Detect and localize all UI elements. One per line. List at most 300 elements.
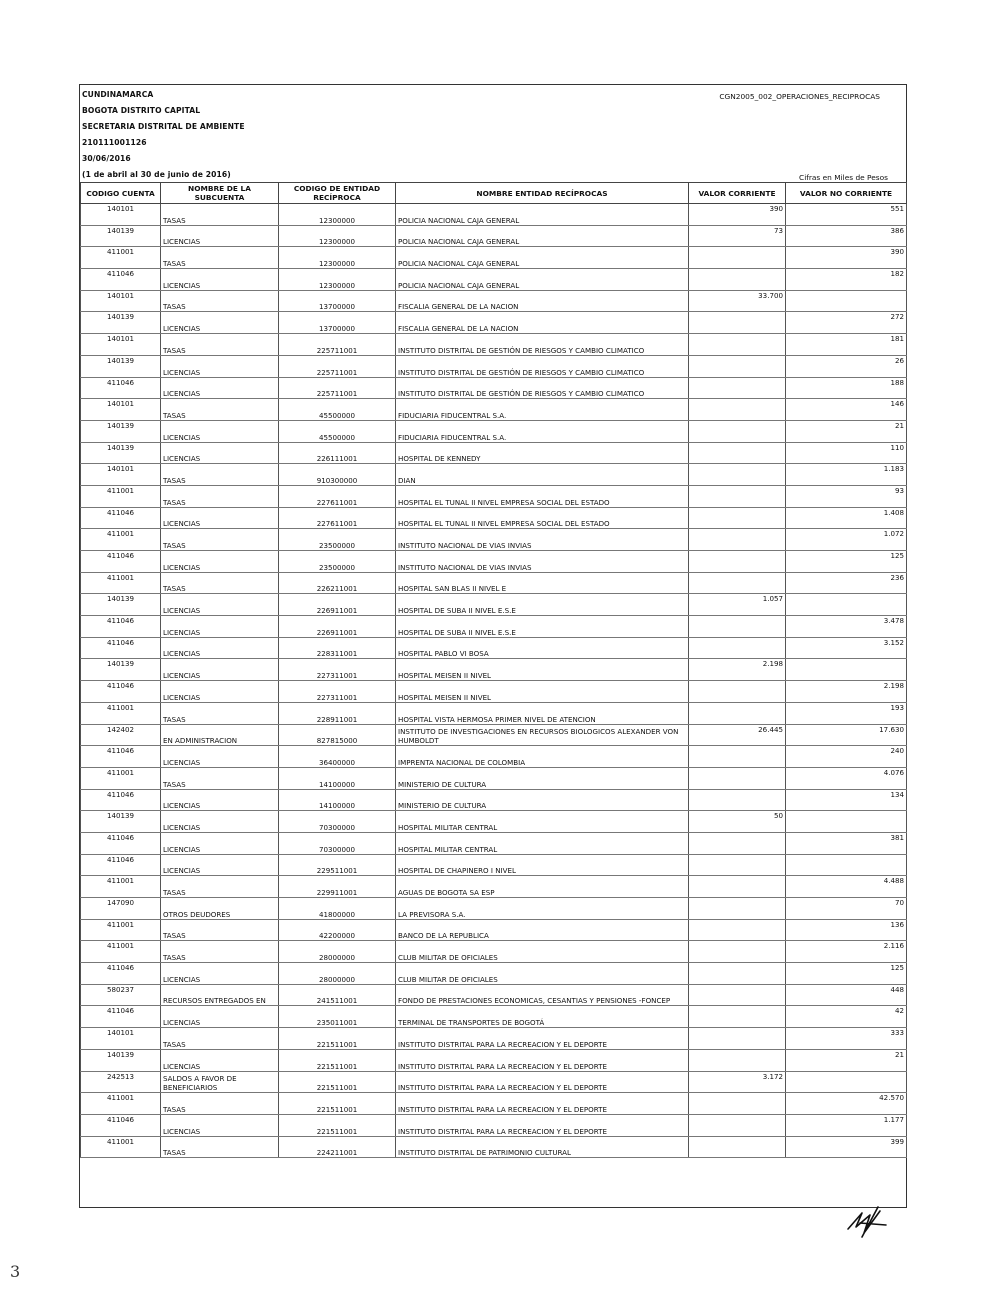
cell-nombre-subcuenta: LICENCIAS: [161, 616, 279, 638]
table-row: [81, 702, 907, 724]
cell-nombre-subcuenta: LICENCIAS: [161, 681, 279, 703]
table-row: [81, 355, 907, 377]
cell-valor-corriente: [689, 963, 786, 985]
cell-valor-no-corriente: 333: [786, 1028, 907, 1050]
cell-codigo-entidad: 228911001: [279, 702, 396, 724]
cell-valor-no-corriente: [786, 1071, 907, 1093]
cell-nombre-entidad: HOSPITAL EL TUNAL II NIVEL EMPRESA SOCIAL DEL ESTADO: [396, 485, 689, 507]
cell-nombre-entidad: HOSPITAL DE SUBA II NIVEL E.S.E: [396, 616, 689, 638]
cell-nombre-entidad: INSTITUTO DISTRITAL PARA LA RECREACION Y EL DEPORTE: [396, 1114, 689, 1136]
cell-valor-corriente: [689, 941, 786, 963]
cell-codigo-cuenta: 411046: [81, 507, 161, 529]
cell-nombre-subcuenta: LICENCIAS: [161, 789, 279, 811]
cell-nombre-subcuenta: TASAS: [161, 529, 279, 551]
cell-codigo-cuenta: 140101: [81, 464, 161, 486]
cell-valor-corriente: [689, 1136, 786, 1158]
table-row: [81, 312, 907, 334]
table-row: [81, 919, 907, 941]
table-row: [81, 1093, 907, 1115]
cell-codigo-entidad: 226111001: [279, 442, 396, 464]
cell-nombre-subcuenta: LICENCIAS: [161, 442, 279, 464]
cell-nombre-entidad: AGUAS DE BOGOTA SA ESP: [396, 876, 689, 898]
cell-codigo-cuenta: 147090: [81, 898, 161, 920]
cell-codigo-cuenta: 140139: [81, 1049, 161, 1071]
table-row: [81, 898, 907, 920]
cell-valor-no-corriente: 125: [786, 963, 907, 985]
table-row: [81, 269, 907, 291]
cell-valor-corriente: [689, 767, 786, 789]
table-row: [81, 724, 907, 746]
cell-nombre-subcuenta: TASAS: [161, 334, 279, 356]
cell-valor-no-corriente: 2.116: [786, 941, 907, 963]
header-department: CUNDINAMARCA: [82, 90, 154, 99]
cell-codigo-cuenta: 411046: [81, 1006, 161, 1028]
col-header-valor-corriente: VALOR CORRIENTE: [689, 183, 786, 204]
cell-valor-corriente: [689, 247, 786, 269]
table-row: [81, 941, 907, 963]
cell-nombre-subcuenta: TASAS: [161, 464, 279, 486]
cell-nombre-subcuenta: LICENCIAS: [161, 551, 279, 573]
cell-valor-corriente: 390: [689, 204, 786, 226]
cell-nombre-entidad: HOSPITAL MEISEN II NIVEL: [396, 681, 689, 703]
cell-codigo-entidad: 227611001: [279, 507, 396, 529]
cell-valor-no-corriente: 146: [786, 399, 907, 421]
cell-valor-corriente: [689, 746, 786, 768]
cell-nombre-subcuenta: LICENCIAS: [161, 746, 279, 768]
cell-valor-corriente: 26.445: [689, 724, 786, 746]
table-row: [81, 334, 907, 356]
cell-valor-no-corriente: 390: [786, 247, 907, 269]
table-row: [81, 1028, 907, 1050]
col-header-nombre-subcuenta: NOMBRE DE LA SUBCUENTA: [161, 183, 279, 204]
cell-valor-no-corriente: 125: [786, 551, 907, 573]
cell-codigo-entidad: 13700000: [279, 312, 396, 334]
cell-codigo-entidad: 241511001: [279, 984, 396, 1006]
cell-valor-no-corriente: 134: [786, 789, 907, 811]
col-header-codigo-entidad: CODIGO DE ENTIDAD RECÍPROCA: [279, 183, 396, 204]
cell-codigo-cuenta: 140101: [81, 334, 161, 356]
cell-valor-no-corriente: 1.072: [786, 529, 907, 551]
table-row: [81, 616, 907, 638]
cell-valor-no-corriente: 110: [786, 442, 907, 464]
table-row: [81, 290, 907, 312]
table-row: [81, 963, 907, 985]
cell-codigo-cuenta: 140139: [81, 225, 161, 247]
cell-codigo-entidad: 221511001: [279, 1093, 396, 1115]
cell-valor-no-corriente: 136: [786, 919, 907, 941]
cell-nombre-subcuenta: LICENCIAS: [161, 594, 279, 616]
col-header-codigo-cuenta: CODIGO CUENTA: [81, 183, 161, 204]
cell-nombre-entidad: INSTITUTO DISTRITAL PARA LA RECREACION Y EL DEPORTE: [396, 1093, 689, 1115]
cell-valor-no-corriente: 1.177: [786, 1114, 907, 1136]
cell-nombre-subcuenta: LICENCIAS: [161, 355, 279, 377]
cell-valor-corriente: [689, 1114, 786, 1136]
cell-codigo-cuenta: 411001: [81, 767, 161, 789]
cell-codigo-entidad: 12300000: [279, 269, 396, 291]
form-code: CGN2005_002_OPERACIONES_RECIPROCAS: [719, 92, 880, 101]
cell-codigo-cuenta: 140139: [81, 811, 161, 833]
cell-nombre-entidad: FONDO DE PRESTACIONES ECONOMICAS, CESANTIAS Y PENSIONES -FONCEP: [396, 984, 689, 1006]
cell-valor-no-corriente: 4.076: [786, 767, 907, 789]
cell-codigo-entidad: 227611001: [279, 485, 396, 507]
cell-codigo-cuenta: 411046: [81, 1114, 161, 1136]
cell-valor-corriente: [689, 377, 786, 399]
cell-nombre-subcuenta: TASAS: [161, 204, 279, 226]
cell-codigo-cuenta: 140101: [81, 399, 161, 421]
cell-nombre-entidad: HOSPITAL DE SUBA II NIVEL E.S.E: [396, 594, 689, 616]
cell-nombre-entidad: INSTITUTO DISTRITAL DE GESTIÓN DE RIESGOS Y CAMBIO CLIMATICO: [396, 334, 689, 356]
cell-nombre-entidad: DIAN: [396, 464, 689, 486]
cell-valor-corriente: [689, 832, 786, 854]
cell-valor-corriente: [689, 1093, 786, 1115]
cell-nombre-subcuenta: TASAS: [161, 1093, 279, 1115]
cell-codigo-cuenta: 411001: [81, 485, 161, 507]
cell-codigo-entidad: 45500000: [279, 399, 396, 421]
cell-codigo-entidad: 70300000: [279, 832, 396, 854]
cell-valor-no-corriente: [786, 811, 907, 833]
cell-nombre-entidad: INSTITUTO DISTRITAL DE GESTIÓN DE RIESGOS Y CAMBIO CLIMATICO: [396, 377, 689, 399]
cell-nombre-entidad: FISCALIA GENERAL DE LA NACION: [396, 312, 689, 334]
cell-valor-corriente: [689, 312, 786, 334]
cell-nombre-entidad: IMPRENTA NACIONAL DE COLOMBIA: [396, 746, 689, 768]
cell-codigo-entidad: 28000000: [279, 963, 396, 985]
cell-codigo-entidad: 36400000: [279, 746, 396, 768]
cell-codigo-cuenta: 411046: [81, 551, 161, 573]
table-row: [81, 1114, 907, 1136]
cell-nombre-subcuenta: TASAS: [161, 399, 279, 421]
cell-codigo-cuenta: 411001: [81, 876, 161, 898]
table-row: [81, 767, 907, 789]
cell-codigo-cuenta: 140101: [81, 290, 161, 312]
cell-nombre-entidad: BANCO DE LA REPUBLICA: [396, 919, 689, 941]
cell-nombre-subcuenta: LICENCIAS: [161, 420, 279, 442]
cell-nombre-subcuenta: LICENCIAS: [161, 507, 279, 529]
cell-valor-corriente: 1.057: [689, 594, 786, 616]
table-row: [81, 746, 907, 768]
cell-valor-corriente: [689, 1028, 786, 1050]
cell-valor-no-corriente: 448: [786, 984, 907, 1006]
cell-valor-no-corriente: 21: [786, 420, 907, 442]
table-row: [81, 442, 907, 464]
cell-codigo-entidad: 42200000: [279, 919, 396, 941]
cell-codigo-entidad: 910300000: [279, 464, 396, 486]
cell-codigo-entidad: 28000000: [279, 941, 396, 963]
cell-codigo-entidad: 229911001: [279, 876, 396, 898]
cell-valor-no-corriente: 1.408: [786, 507, 907, 529]
reciprocal-operations-table: [80, 182, 907, 1158]
table-row: [81, 637, 907, 659]
table-header-row: [81, 183, 907, 204]
cell-codigo-cuenta: 411001: [81, 247, 161, 269]
table-row: [81, 876, 907, 898]
cell-valor-corriente: [689, 702, 786, 724]
header-municipality: BOGOTA DISTRITO CAPITAL: [82, 106, 201, 115]
report-sheet: [79, 84, 907, 1208]
cell-codigo-cuenta: 411001: [81, 919, 161, 941]
cell-valor-corriente: [689, 789, 786, 811]
cell-codigo-cuenta: 242513: [81, 1071, 161, 1093]
cell-codigo-entidad: 12300000: [279, 247, 396, 269]
table-row: [81, 854, 907, 876]
cell-codigo-entidad: 226211001: [279, 572, 396, 594]
cell-valor-no-corriente: 272: [786, 312, 907, 334]
cell-nombre-subcuenta: LICENCIAS: [161, 269, 279, 291]
cell-valor-corriente: [689, 616, 786, 638]
cell-nombre-subcuenta: TASAS: [161, 767, 279, 789]
table-row: [81, 984, 907, 1006]
signature-mark: [840, 1203, 900, 1243]
cell-valor-corriente: [689, 464, 786, 486]
cell-nombre-entidad: FIDUCIARIA FIDUCENTRAL S.A.: [396, 399, 689, 421]
cell-codigo-cuenta: 411046: [81, 963, 161, 985]
cell-nombre-subcuenta: OTROS DEUDORES: [161, 898, 279, 920]
cell-valor-no-corriente: 17.630: [786, 724, 907, 746]
cell-codigo-entidad: 12300000: [279, 225, 396, 247]
cell-nombre-entidad: INSTITUTO NACIONAL DE VIAS INVIAS: [396, 551, 689, 573]
cell-nombre-entidad: LA PREVISORA S.A.: [396, 898, 689, 920]
cell-valor-no-corriente: [786, 594, 907, 616]
cell-valor-corriente: [689, 442, 786, 464]
cell-valor-no-corriente: 182: [786, 269, 907, 291]
cell-valor-no-corriente: 21: [786, 1049, 907, 1071]
header-report-date: 30/06/2016: [82, 154, 131, 163]
cell-codigo-entidad: 228311001: [279, 637, 396, 659]
cell-nombre-subcuenta: TASAS: [161, 876, 279, 898]
cell-valor-no-corriente: 1.183: [786, 464, 907, 486]
cell-nombre-subcuenta: LICENCIAS: [161, 312, 279, 334]
cell-valor-corriente: 2.198: [689, 659, 786, 681]
cell-codigo-cuenta: 140139: [81, 594, 161, 616]
cell-valor-corriente: [689, 854, 786, 876]
cell-nombre-entidad: CLUB MILITAR DE OFICIALES: [396, 941, 689, 963]
table-row: [81, 594, 907, 616]
cell-codigo-cuenta: 411046: [81, 746, 161, 768]
table-row: [81, 1006, 907, 1028]
cell-nombre-entidad: MINISTERIO DE CULTURA: [396, 789, 689, 811]
cell-nombre-entidad: HOSPITAL MILITAR CENTRAL: [396, 832, 689, 854]
cell-valor-no-corriente: 236: [786, 572, 907, 594]
cell-nombre-entidad: HOSPITAL PABLO VI BOSA: [396, 637, 689, 659]
cell-valor-no-corriente: 93: [786, 485, 907, 507]
cell-nombre-subcuenta: LICENCIAS: [161, 832, 279, 854]
cell-codigo-entidad: 70300000: [279, 811, 396, 833]
cell-valor-corriente: [689, 876, 786, 898]
header-period: (1 de abril al 30 de junio de 2016): [82, 170, 231, 179]
table-row: [81, 485, 907, 507]
cell-nombre-entidad: HOSPITAL VISTA HERMOSA PRIMER NIVEL DE ATENCION: [396, 702, 689, 724]
cell-nombre-subcuenta: TASAS: [161, 1136, 279, 1158]
cell-nombre-subcuenta: LICENCIAS: [161, 854, 279, 876]
cell-valor-corriente: [689, 1049, 786, 1071]
cell-codigo-entidad: 224211001: [279, 1136, 396, 1158]
cell-codigo-cuenta: 411046: [81, 832, 161, 854]
cell-nombre-entidad: HOSPITAL DE KENNEDY: [396, 442, 689, 464]
cell-nombre-entidad: HOSPITAL MEISEN II NIVEL: [396, 659, 689, 681]
cell-valor-corriente: [689, 551, 786, 573]
cell-nombre-entidad: INSTITUTO DISTRITAL PARA LA RECREACION Y EL DEPORTE: [396, 1049, 689, 1071]
cell-valor-corriente: [689, 637, 786, 659]
cell-nombre-subcuenta: TASAS: [161, 572, 279, 594]
cell-codigo-entidad: 226911001: [279, 616, 396, 638]
table-row: [81, 399, 907, 421]
cell-nombre-entidad: HOSPITAL MILITAR CENTRAL: [396, 811, 689, 833]
cell-valor-corriente: [689, 984, 786, 1006]
table-row: [81, 572, 907, 594]
cell-valor-no-corriente: 381: [786, 832, 907, 854]
cell-codigo-cuenta: 140139: [81, 442, 161, 464]
cell-valor-corriente: 3.172: [689, 1071, 786, 1093]
cell-nombre-entidad: INSTITUTO DISTRITAL DE PATRIMONIO CULTURAL: [396, 1136, 689, 1158]
table-row: [81, 507, 907, 529]
cell-nombre-subcuenta: LICENCIAS: [161, 659, 279, 681]
cell-nombre-subcuenta: TASAS: [161, 702, 279, 724]
cell-nombre-entidad: INSTITUTO DISTRITAL PARA LA RECREACION Y EL DEPORTE: [396, 1028, 689, 1050]
cell-nombre-entidad: POLICIA NACIONAL CAJA GENERAL: [396, 247, 689, 269]
cell-codigo-cuenta: 140101: [81, 1028, 161, 1050]
cell-codigo-entidad: 226911001: [279, 594, 396, 616]
cell-valor-no-corriente: 3.152: [786, 637, 907, 659]
cell-nombre-subcuenta: LICENCIAS: [161, 1006, 279, 1028]
margin-handwritten-mark: 3: [10, 1262, 21, 1281]
table-row: [81, 551, 907, 573]
cell-valor-corriente: [689, 529, 786, 551]
cell-codigo-entidad: 221511001: [279, 1028, 396, 1050]
cell-codigo-cuenta: 411046: [81, 854, 161, 876]
cell-codigo-cuenta: 140139: [81, 312, 161, 334]
cell-valor-no-corriente: 42: [786, 1006, 907, 1028]
cell-valor-corriente: [689, 269, 786, 291]
cell-codigo-cuenta: 411001: [81, 941, 161, 963]
cell-codigo-cuenta: 140139: [81, 420, 161, 442]
cell-nombre-entidad: INSTITUTO DISTRITAL DE GESTIÓN DE RIESGOS Y CAMBIO CLIMATICO: [396, 355, 689, 377]
cell-valor-corriente: [689, 919, 786, 941]
cell-codigo-cuenta: 411001: [81, 529, 161, 551]
cell-codigo-cuenta: 140139: [81, 355, 161, 377]
cell-codigo-cuenta: 140101: [81, 204, 161, 226]
cell-codigo-entidad: 221511001: [279, 1114, 396, 1136]
cell-valor-corriente: [689, 355, 786, 377]
cell-nombre-subcuenta: TASAS: [161, 1028, 279, 1050]
cell-nombre-subcuenta: LICENCIAS: [161, 1114, 279, 1136]
table-row: [81, 225, 907, 247]
cell-valor-no-corriente: 188: [786, 377, 907, 399]
cell-valor-corriente: [689, 399, 786, 421]
cell-valor-corriente: 50: [689, 811, 786, 833]
cell-valor-corriente: [689, 898, 786, 920]
cell-codigo-cuenta: 411046: [81, 681, 161, 703]
cell-nombre-entidad: FIDUCIARIA FIDUCENTRAL S.A.: [396, 420, 689, 442]
cell-nombre-subcuenta: LICENCIAS: [161, 225, 279, 247]
cell-valor-corriente: [689, 681, 786, 703]
cell-nombre-entidad: MINISTERIO DE CULTURA: [396, 767, 689, 789]
cell-valor-corriente: [689, 572, 786, 594]
cell-codigo-entidad: 225711001: [279, 334, 396, 356]
cell-nombre-entidad: INSTITUTO DISTRITAL PARA LA RECREACION Y EL DEPORTE: [396, 1071, 689, 1093]
cell-valor-no-corriente: 42.570: [786, 1093, 907, 1115]
cell-nombre-entidad: POLICIA NACIONAL CAJA GENERAL: [396, 269, 689, 291]
cell-nombre-subcuenta: LICENCIAS: [161, 963, 279, 985]
cell-valor-no-corriente: 181: [786, 334, 907, 356]
cell-valor-corriente: [689, 420, 786, 442]
cell-codigo-cuenta: 580237: [81, 984, 161, 1006]
table-row: [81, 377, 907, 399]
cell-nombre-subcuenta: LICENCIAS: [161, 1049, 279, 1071]
cell-codigo-cuenta: 142402: [81, 724, 161, 746]
cell-valor-no-corriente: 70: [786, 898, 907, 920]
cell-codigo-entidad: 14100000: [279, 767, 396, 789]
cell-nombre-subcuenta: TASAS: [161, 247, 279, 269]
table-row: [81, 464, 907, 486]
table-row: [81, 529, 907, 551]
cell-codigo-entidad: 227311001: [279, 659, 396, 681]
cell-nombre-subcuenta: LICENCIAS: [161, 811, 279, 833]
cell-codigo-cuenta: 411001: [81, 1093, 161, 1115]
cell-codigo-entidad: 13700000: [279, 290, 396, 312]
cell-nombre-subcuenta: TASAS: [161, 919, 279, 941]
cell-codigo-cuenta: 411046: [81, 637, 161, 659]
cell-nombre-subcuenta: SALDOS A FAVOR DE BENEFICIARIOS: [161, 1071, 279, 1093]
cell-valor-no-corriente: [786, 854, 907, 876]
cell-codigo-cuenta: 411046: [81, 269, 161, 291]
table-row: [81, 1049, 907, 1071]
cell-codigo-entidad: 45500000: [279, 420, 396, 442]
table-row: [81, 681, 907, 703]
table-row: [81, 420, 907, 442]
col-header-valor-no-corriente: VALOR NO CORRIENTE: [786, 183, 907, 204]
cell-nombre-entidad: CLUB MILITAR DE OFICIALES: [396, 963, 689, 985]
table-row: [81, 832, 907, 854]
cell-codigo-entidad: 235011001: [279, 1006, 396, 1028]
cell-codigo-cuenta: 140139: [81, 659, 161, 681]
cell-codigo-entidad: 41800000: [279, 898, 396, 920]
cell-nombre-entidad: POLICIA NACIONAL CAJA GENERAL: [396, 204, 689, 226]
cell-valor-no-corriente: 3.478: [786, 616, 907, 638]
cell-codigo-cuenta: 411046: [81, 616, 161, 638]
cell-codigo-entidad: 225711001: [279, 355, 396, 377]
cell-nombre-subcuenta: RECURSOS ENTREGADOS EN: [161, 984, 279, 1006]
table-row: [81, 811, 907, 833]
cell-valor-corriente: [689, 507, 786, 529]
cell-nombre-subcuenta: EN ADMINISTRACION: [161, 724, 279, 746]
table-row: [81, 789, 907, 811]
table-row: [81, 1071, 907, 1093]
cell-codigo-entidad: 23500000: [279, 529, 396, 551]
cell-nombre-entidad: HOSPITAL DE CHAPINERO I NIVEL: [396, 854, 689, 876]
cell-nombre-entidad: INSTITUTO DE INVESTIGACIONES EN RECURSOS BIOLOGICOS ALEXANDER VON HUMBOLDT: [396, 724, 689, 746]
cell-nombre-subcuenta: TASAS: [161, 485, 279, 507]
cell-valor-corriente: [689, 334, 786, 356]
cell-valor-corriente: 73: [689, 225, 786, 247]
cell-codigo-entidad: 23500000: [279, 551, 396, 573]
table-row: [81, 659, 907, 681]
cell-codigo-entidad: 221511001: [279, 1049, 396, 1071]
cell-nombre-entidad: INSTITUTO NACIONAL DE VIAS INVIAS: [396, 529, 689, 551]
cell-codigo-entidad: 14100000: [279, 789, 396, 811]
cell-nombre-subcuenta: TASAS: [161, 290, 279, 312]
header-entity: SECRETARIA DISTRITAL DE AMBIENTE: [82, 122, 245, 131]
cell-codigo-entidad: 229511001: [279, 854, 396, 876]
cell-nombre-entidad: TERMINAL DE TRANSPORTES DE BOGOTÁ: [396, 1006, 689, 1028]
cell-nombre-entidad: HOSPITAL EL TUNAL II NIVEL EMPRESA SOCIAL DEL ESTADO: [396, 507, 689, 529]
cell-codigo-cuenta: 411046: [81, 789, 161, 811]
cell-valor-no-corriente: 551: [786, 204, 907, 226]
cell-valor-no-corriente: 240: [786, 746, 907, 768]
cell-valor-no-corriente: 386: [786, 225, 907, 247]
cell-codigo-entidad: 225711001: [279, 377, 396, 399]
cell-codigo-entidad: 221511001: [279, 1071, 396, 1093]
cell-nombre-subcuenta: LICENCIAS: [161, 377, 279, 399]
cell-nombre-subcuenta: LICENCIAS: [161, 637, 279, 659]
